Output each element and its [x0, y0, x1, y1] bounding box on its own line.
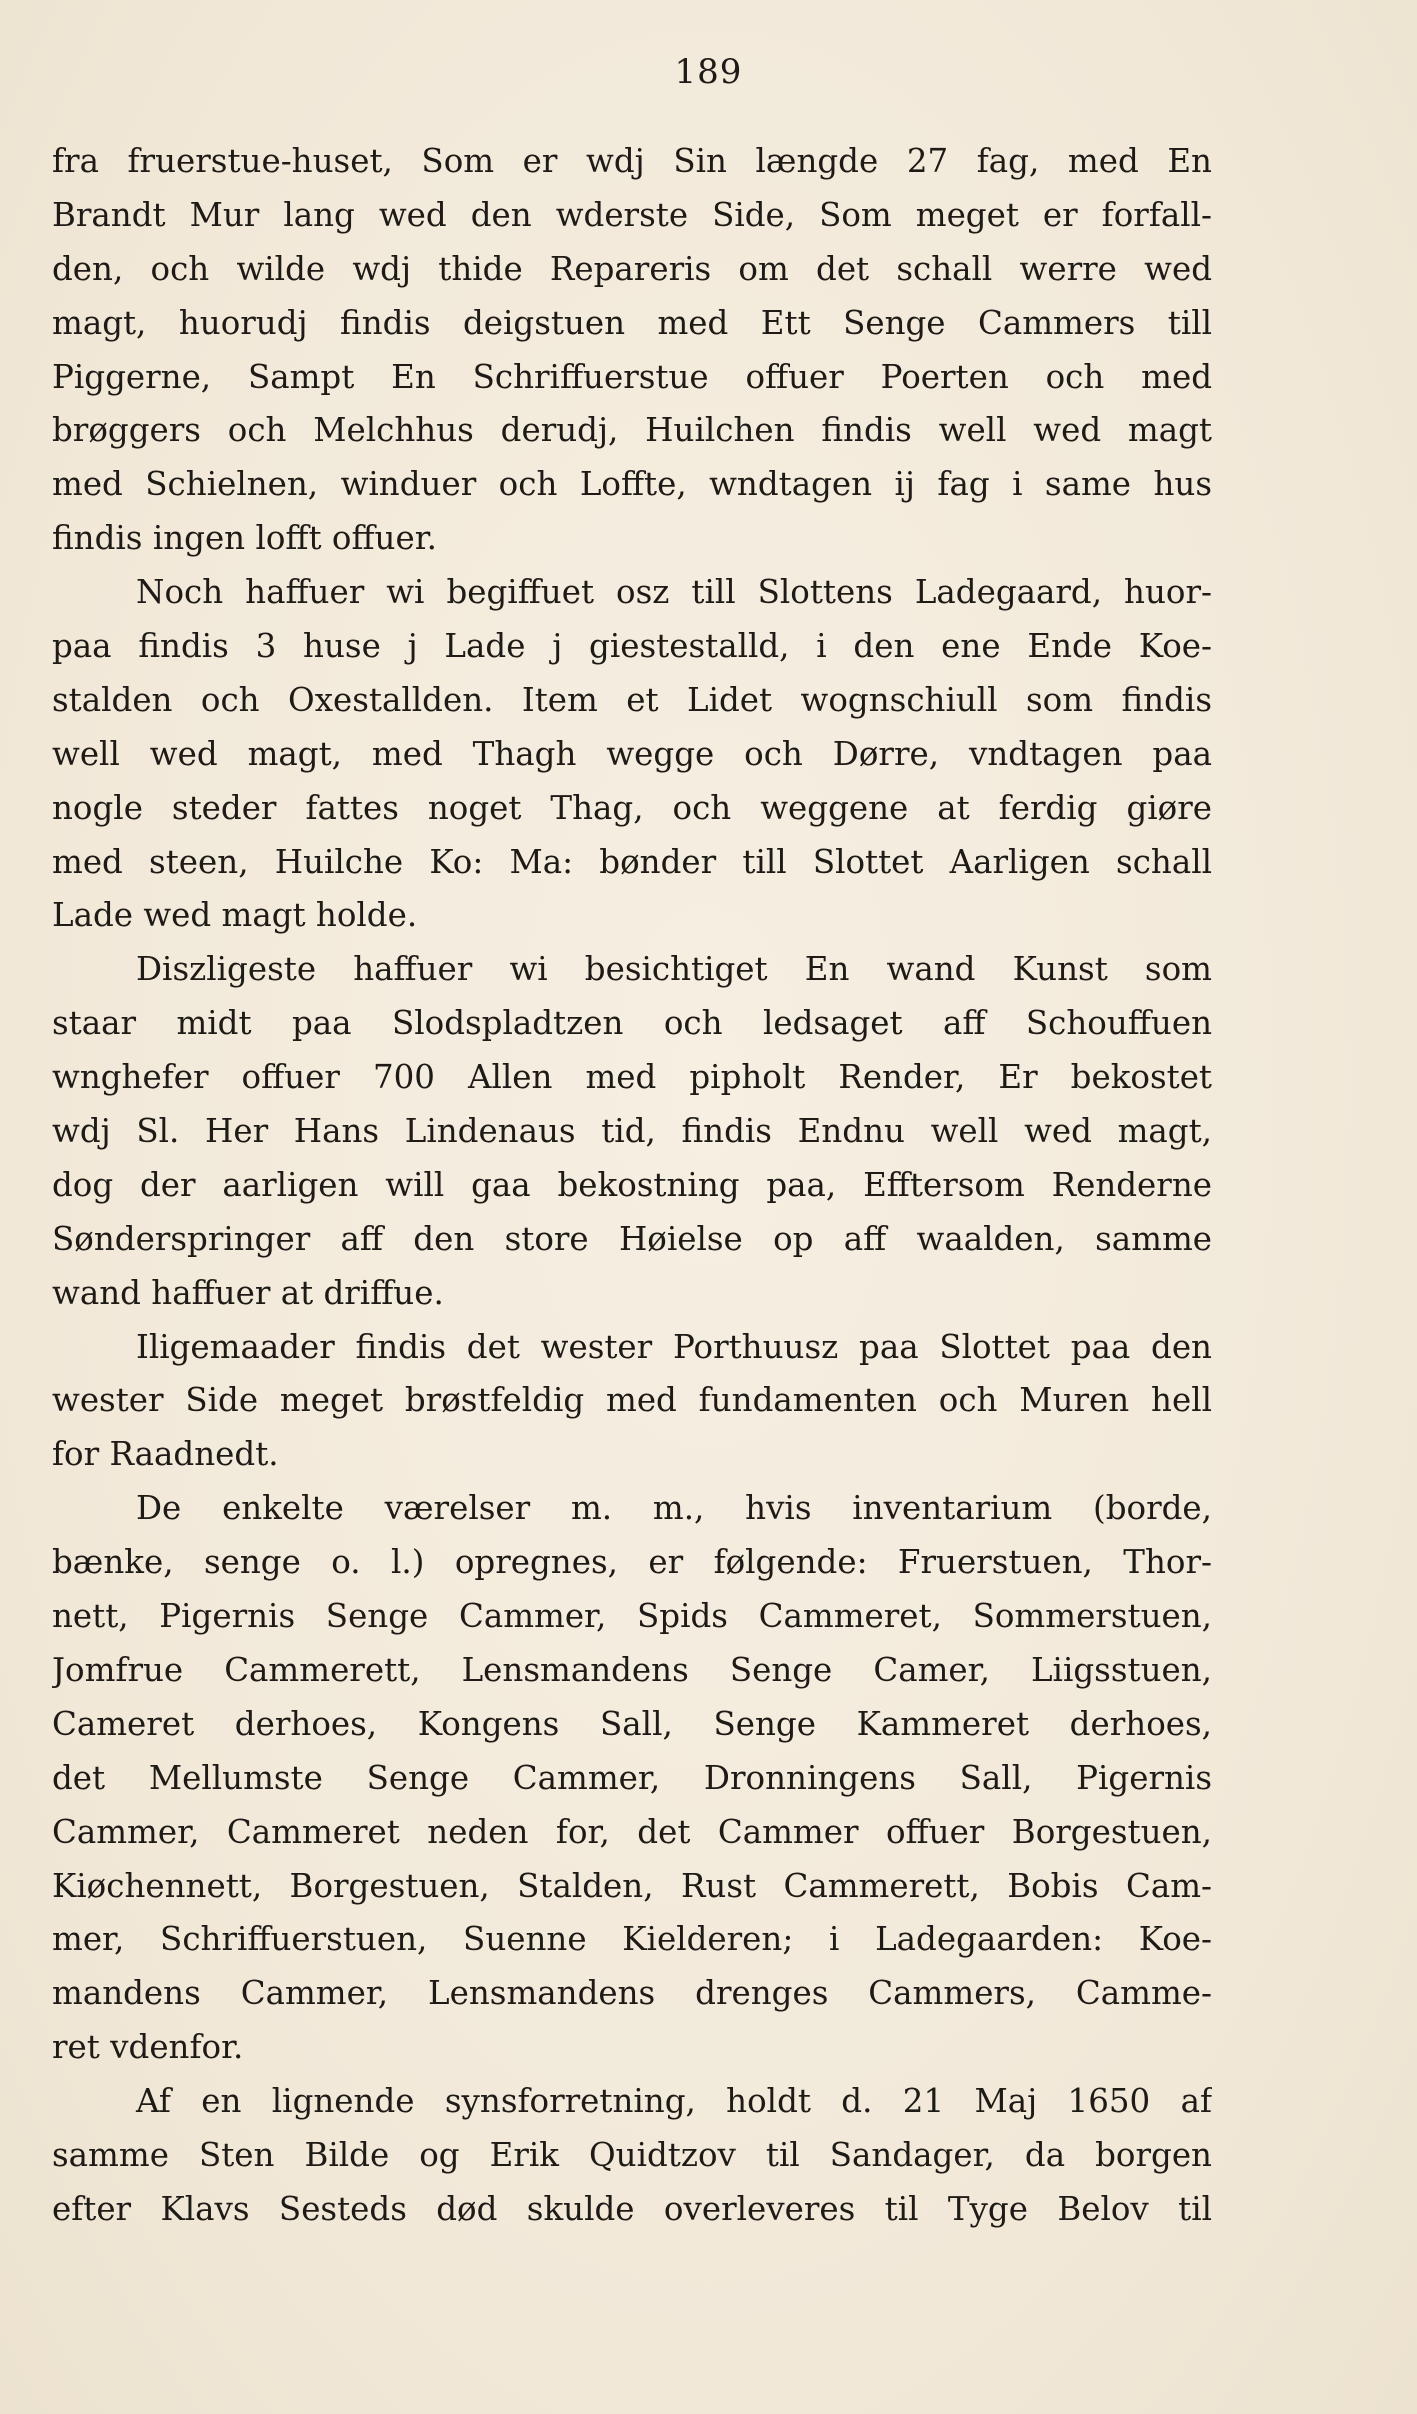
text-line: samme Sten Bilde og Erik Quidtzov til Sandager, da borgen	[52, 2135, 1212, 2174]
text-line: med steen, Huilche Ko: Ma: bønder till Slottet Aarligen schall	[52, 842, 1212, 881]
text-line: magt, huorudj findis deigstuen med Ett Senge Cammers till	[52, 303, 1212, 342]
text-line: det Mellumste Senge Cammer, Dronningens Sall, Pigernis	[52, 1758, 1212, 1797]
text-line: Iligemaader findis det wester Porthuusz paa Slottet paa den	[136, 1327, 1212, 1366]
text-line: wand haffuer at driffue.	[52, 1273, 444, 1312]
text-line: paa findis 3 huse j Lade j giestestalld, i den ene Ende Koe-	[52, 627, 1212, 666]
text-line: brøggers och Melchhus derudj, Huilchen findis well wed magt	[52, 411, 1212, 450]
text-line: wnghefer offuer 700 Allen med pipholt Render, Er bekostet	[52, 1058, 1212, 1097]
text-line: wester Side meget brøstfeldig med fundamenten och Muren hell	[52, 1381, 1212, 1420]
text-line: stalden och Oxestallden. Item et Lidet wognschiull som findis	[52, 680, 1212, 719]
text-line: findis ingen lofft offuer.	[52, 519, 438, 558]
text-line: ret vdenfor.	[52, 2028, 244, 2067]
text-line: nett, Pigernis Senge Cammer, Spids Cammeret, Sommerstuen,	[52, 1597, 1212, 1636]
text-line: dog der aarligen will gaa bekostning paa, Efftersom Renderne	[52, 1165, 1212, 1204]
text-line: Brandt Mur lang wed den wderste Side, Som meget er forfall-	[52, 195, 1212, 234]
text-line: med Schielnen, winduer och Loffte, wndtagen ij fag i same hus	[52, 465, 1212, 504]
text-line: Af en lignende synsforretning, holdt d. 21 Maj 1650 af	[136, 2082, 1212, 2121]
body-text	[52, 135, 1212, 2237]
text-line: Cammer, Cammeret neden for, det Cammer offuer Borgestuen,	[52, 1812, 1212, 1851]
paragraph	[52, 943, 1212, 1320]
page-number: 189	[674, 52, 743, 92]
paragraph	[52, 1321, 1212, 1483]
paragraph	[52, 2075, 1212, 2237]
text-line: Noch haffuer wi begiffuet osz till Slottens Ladegaard, huor-	[136, 573, 1212, 612]
paragraph	[52, 135, 1212, 566]
text-line: Kiøchennett, Borgestuen, Stalden, Rust Cammerett, Bobis Cam-	[52, 1866, 1212, 1905]
text-line: well wed magt, med Thagh wegge och Dørre, vndtagen paa	[52, 734, 1212, 773]
text-line: den, och wilde wdj thide Repareris om det schall werre wed	[52, 249, 1212, 288]
paragraph	[52, 1482, 1212, 2075]
text-line: Diszligeste haffuer wi besichtiget En wand Kunst som	[136, 950, 1212, 989]
text-line: wdj Sl. Her Hans Lindenaus tid, findis Endnu well wed magt,	[52, 1112, 1212, 1151]
text-line: bænke, senge o. l.) opregnes, er følgende: Fruerstuen, Thor-	[52, 1543, 1212, 1582]
text-line: De enkelte værelser m. m., hvis inventarium (borde,	[136, 1489, 1212, 1528]
text-line: staar midt paa Slodspladtzen och ledsaget aff Schouffuen	[52, 1004, 1212, 1043]
text-line: Lade wed magt holde.	[52, 896, 418, 935]
text-line: Cameret derhoes, Kongens Sall, Senge Kammeret derhoes,	[52, 1704, 1212, 1743]
text-line: Sønderspringer aff den store Høielse op aff waalden, samme	[52, 1219, 1212, 1258]
text-line: nogle steder fattes noget Thag, och weggene at ferdig giøre	[52, 788, 1212, 827]
text-line: mer, Schriffuerstuen, Suenne Kielderen; i Ladegaarden: Koe-	[52, 1920, 1212, 1959]
text-line: fra fruerstue-huset, Som er wdj Sin længde 27 fag, med En	[52, 142, 1212, 180]
text-line: for Raadnedt.	[52, 1435, 279, 1474]
text-line: mandens Cammer, Lensmandens drenges Cammers, Camme-	[52, 1974, 1212, 2013]
text-line: Jomfrue Cammerett, Lensmandens Senge Camer, Liigsstuen,	[52, 1650, 1212, 1689]
text-line: efter Klavs Sesteds død skulde overleveres til Tyge Belov til	[52, 2189, 1212, 2228]
text-line: Piggerne, Sampt En Schriffuerstue offuer Poerten och med	[52, 357, 1212, 396]
paragraph	[52, 566, 1212, 943]
